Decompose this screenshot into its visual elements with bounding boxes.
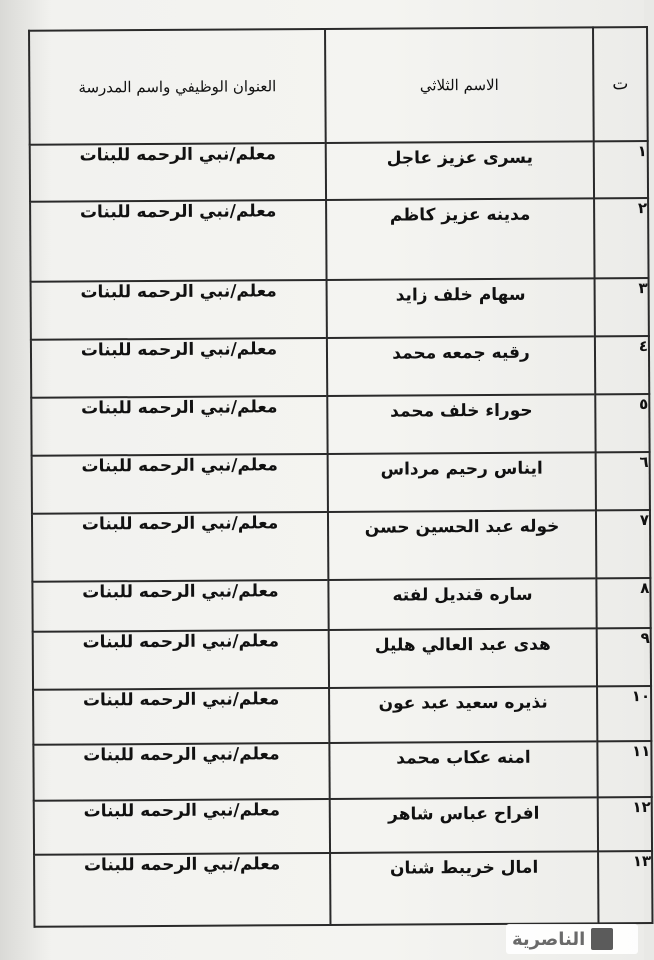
row-name: ايناس رحيم مرداس: [328, 452, 596, 512]
row-number: ٩: [597, 628, 651, 686]
row-name: امال خريبط شنان: [330, 851, 598, 925]
row-number: ٣: [595, 278, 649, 336]
row-name: رقيه جمعه محمد: [327, 336, 595, 396]
row-number: ١١: [597, 741, 651, 797]
table-row: [33, 686, 651, 745]
row-number: ٤: [595, 336, 649, 394]
news-logo-icon: [591, 928, 613, 950]
table-row: [31, 336, 649, 398]
row-title: معلم/نبي الرحمه للبنات: [32, 454, 328, 514]
table-row: [34, 851, 652, 927]
row-title: معلم/نبي الرحمه للبنات: [34, 799, 330, 855]
table-row: [30, 198, 648, 282]
row-title: معلم/نبي الرحمه للبنات: [34, 853, 330, 927]
table-row: [34, 797, 652, 855]
table-row: [30, 141, 648, 202]
watermark-logo: [506, 924, 638, 954]
row-number: ١٣: [598, 851, 652, 923]
header-name: الاسم الثلاثي: [325, 27, 594, 143]
row-title: معلم/نبي الرحمه للبنات: [31, 396, 327, 456]
header-title: [29, 29, 326, 145]
table-row: [33, 628, 651, 690]
staff-table: [28, 26, 653, 928]
table-header-row: [29, 27, 648, 145]
table-row: [32, 510, 650, 582]
row-title: معلم/نبي الرحمه للبنات: [30, 200, 326, 282]
table-row: [33, 741, 651, 801]
row-number: ٢: [594, 198, 648, 278]
row-title: معلم/نبي الرحمه للبنات: [32, 512, 328, 582]
row-name: مدينه عزيز كاظم: [326, 198, 594, 280]
row-name: خوله عبد الحسين حسن: [328, 510, 596, 580]
row-name: نذيره سعيد عبد عون: [329, 686, 597, 743]
row-name: افراح عباس شاهر: [330, 797, 598, 853]
row-title: معلم/نبي الرحمه للبنات: [33, 630, 329, 690]
row-title: معلم/نبي الرحمه للبنات: [30, 143, 326, 202]
header-number: ت: [593, 27, 648, 141]
row-name: يسرى عزيز عاجل: [326, 141, 594, 200]
row-number: ٨: [596, 578, 650, 628]
table-row: [32, 578, 650, 632]
row-title: معلم/نبي الرحمه للبنات: [31, 338, 327, 398]
header-title-text: العنوان الوظيفي واسم المدرسة: [78, 77, 277, 97]
row-title: معلم/نبي الرحمه للبنات: [32, 580, 328, 632]
row-number: ٥: [595, 394, 649, 452]
row-number: ٦: [596, 452, 650, 510]
row-number: ١٠: [597, 686, 651, 741]
row-name: سهام خلف زايد: [327, 278, 595, 338]
row-name: امنه عكاب محمد: [329, 741, 597, 799]
table-row: [31, 394, 649, 456]
row-number: ٧: [596, 510, 650, 578]
table-row: [31, 278, 649, 340]
row-title: معلم/نبي الرحمه للبنات: [31, 280, 327, 340]
row-name: حوراء خلف محمد: [327, 394, 595, 454]
row-name: ساره قنديل لفته: [328, 578, 596, 630]
row-name: هدى عبد العالي هليل: [329, 628, 597, 688]
row-number: ١: [594, 141, 648, 198]
row-title: معلم/نبي الرحمه للبنات: [33, 743, 329, 801]
row-title: معلم/نبي الرحمه للبنات: [33, 688, 329, 745]
watermark-text: الناصرية: [512, 928, 586, 950]
table-row: [32, 452, 650, 514]
row-number: ١٢: [598, 797, 652, 851]
